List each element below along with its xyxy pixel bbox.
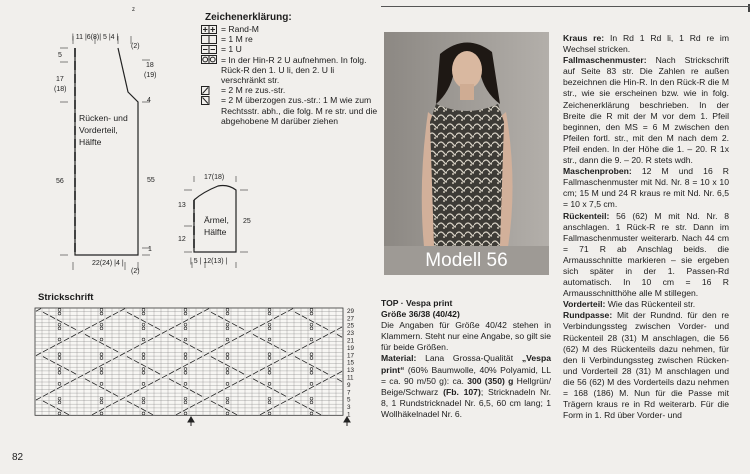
instr-rueckenteil: Rückenteil: 56 (62) M mit Nd. Nr. 8 anschlagen. 1 Rück-R re str. Dann im Fallmaschenmuster weiterarb. Nach 44 cm = 71 R ab Anschlag beids. die Armausschnitte markieren – sie ergeben sich später in der 1. Passen-Rd automatisch. In 10 cm = 16 R Armausschnitthöhe alle M stillegen.	[563, 210, 729, 299]
chart-arrows	[188, 417, 350, 426]
body-piece-outline	[75, 48, 138, 255]
body-left-dim-2b: (18)	[54, 86, 67, 93]
sleeve-left-dim-1: 13	[178, 202, 186, 209]
sleeve-piece-label-2: Hälfte	[204, 227, 227, 237]
body-bottom-dims: 22(24) |4 |	[92, 260, 124, 267]
body-right-dim-1b: (19)	[144, 72, 157, 79]
chart-row-number: 25	[347, 322, 355, 330]
body-piece-label-2: Vorderteil,	[79, 125, 118, 135]
chart-title: Strickschrift	[38, 292, 94, 303]
instr-maschenproben: Maschenproben: 12 M und 16 R Fallmaschenmuster mit Nd. Nr. 8 = 10 x 10 cm; 15 M und 24 R kraus re mit Nd. Nr. 6,5 = 10 x 7,5 cm.	[563, 166, 730, 210]
body-top-marker: z	[132, 7, 135, 13]
body-right-dim-3: 55	[147, 177, 155, 184]
body-piece-label-3: Hälfte	[79, 137, 102, 147]
chart-row-number: 21	[347, 337, 355, 345]
legend-title: Zeichenerklärung:	[205, 12, 292, 23]
chart-row-number: 11	[347, 374, 354, 382]
chart-row-number: 29	[347, 307, 355, 315]
article-intro-text: Die Angaben für Größe 40/42 stehen in Klammern. Steht nur eine Angabe, so gilt sie für beide Größen.	[381, 320, 551, 353]
legend-item: = 2 M re zus.-str.	[201, 85, 379, 95]
sleeve-left-dim-2: 12	[178, 236, 186, 243]
plus-box-icon	[201, 24, 221, 34]
legend-item: = 2 M überzogen zus.-str.: 1 M wie zum Rechtsstr. abh., die folg. M re str. und die abgehobene M darüber ziehen	[201, 95, 379, 126]
chart-row-number: 23	[347, 330, 355, 338]
model-photo-image	[384, 32, 549, 275]
model-photo	[384, 32, 549, 275]
double-loop-box-icon	[201, 55, 221, 65]
chart-row-number: 19	[347, 344, 355, 352]
legend-list	[201, 24, 379, 126]
article-heading-1: TOP · Vespa print	[381, 298, 453, 308]
body-right-dim-1: 18	[146, 62, 154, 69]
chart-row-number: 3	[347, 404, 351, 412]
body-left-dim-1: 5	[58, 52, 62, 59]
slash-right-box-icon	[201, 85, 221, 95]
body-right-dim-2: 4	[147, 97, 151, 104]
sleeve-bottom-dims: | 5 | 12(13) |	[190, 258, 228, 265]
photo-caption: Modell 56	[384, 246, 549, 275]
empty-box-icon	[201, 34, 221, 44]
chart-row-number: 27	[347, 315, 355, 323]
sleeve-piece-label-1: Ärmel,	[204, 215, 229, 225]
arrow-up-icon	[188, 417, 194, 422]
legend-item: = In der Hin-R 2 U aufnehmen. In folg. Rück-R den 1. U li, den 2. U li verschränkt str.	[201, 55, 379, 86]
instr-kraus: Kraus re: In Rd 1 Rd li, 1 Rd re im Wechsel stricken.	[563, 33, 730, 55]
knitting-chart	[34, 306, 364, 442]
sleeve-right-dim: 25	[243, 218, 251, 225]
chart-row-number: 17	[347, 352, 355, 360]
body-piece-label-1: Rücken- und	[79, 113, 128, 123]
page-number: 82	[12, 452, 24, 463]
chart-row-number: 9	[347, 381, 351, 389]
article-material: Material: Lana Grossa-Qualität „Vespa print“ (60% Baumwolle, 40% Polyamid, LL = ca. 90 m/50 g): ca. 300 (350) g Hellgrün/ Beige/Schwarz (Fb. 107); Stricknadeln Nr. 8, 1 Rundstricknadel Nr. 6,5, 60 cm lang; 1 Wollhäkelnadel Nr. 6.	[381, 353, 552, 419]
instr-rundpasse: Rundpasse: Mit der Rundnd. für den re Verbindungssteg zwischen Vorder- und Rückenteil 28 (31) M anschlagen, die 56 (62) M des Rückenteils dazu nehmen, für den li Verbindungssteg zwischen Rücken- und Vorderteil 28 (31) M anschlagen und die 56 (62) M des Vorderteils dazu nehmen = 168 (186) M. Nun für die Passe mit Trägern kraus re in Rd weiterarb. Für die Form in 1. Rd über Vorder- und	[563, 310, 729, 421]
article-heading-2: Größe 36/38 (40/42)	[381, 309, 460, 320]
body-right-dim-4: 1	[148, 246, 152, 253]
top-rule	[381, 6, 750, 7]
article-intro	[381, 298, 551, 420]
legend-item: = Rand-M	[201, 24, 379, 34]
body-top-dims-sub: (2)	[131, 43, 140, 50]
chart-row-number: 1	[347, 411, 351, 419]
instr-fallmaschen: Fallmaschenmuster: Nach Strickschrift auf Seite 83 str. Die Zahlen re außen bezeichnen die Hin-R. In den Rück-R die M str., wie sie erscheinen bzw. wie in folg. Zeichenerklärung beschrieben. In der Breite die R mit der M vor dem 1. Pfeil beginnen, den MS = 6 M zwischen den Pfeilen fortl. str., mit den M nach dem 2. Pfeil enden. In der Höhe die 1. – 20. R 1x str., dann die 9. – 20. R stets wdh.	[563, 55, 729, 166]
sleeve-top-dims: 17(18)	[204, 174, 225, 181]
chart-row-number: 5	[347, 396, 351, 404]
instructions-column	[563, 33, 729, 421]
dash-box-icon	[201, 44, 221, 54]
chart-row-labels	[347, 308, 355, 419]
legend-item: = 1 M re	[201, 34, 379, 44]
body-left-dim-3: 56	[56, 178, 64, 185]
chart-grid	[35, 308, 343, 415]
legend-item: = 1 U	[201, 44, 379, 54]
chart-row-number: 13	[347, 367, 355, 375]
body-left-dim-2: 17	[56, 76, 64, 83]
body-bottom-dims-sub: (2)	[131, 268, 140, 275]
instr-vorderteil: Vorderteil: Wie das Rückenteil str.	[563, 299, 696, 310]
chart-row-number: 15	[347, 359, 355, 367]
body-top-dims: | 11 |6(8)| 5 |4 |	[72, 34, 119, 41]
chart-row-number: 7	[347, 389, 351, 397]
slash-left-box-icon	[201, 95, 221, 105]
